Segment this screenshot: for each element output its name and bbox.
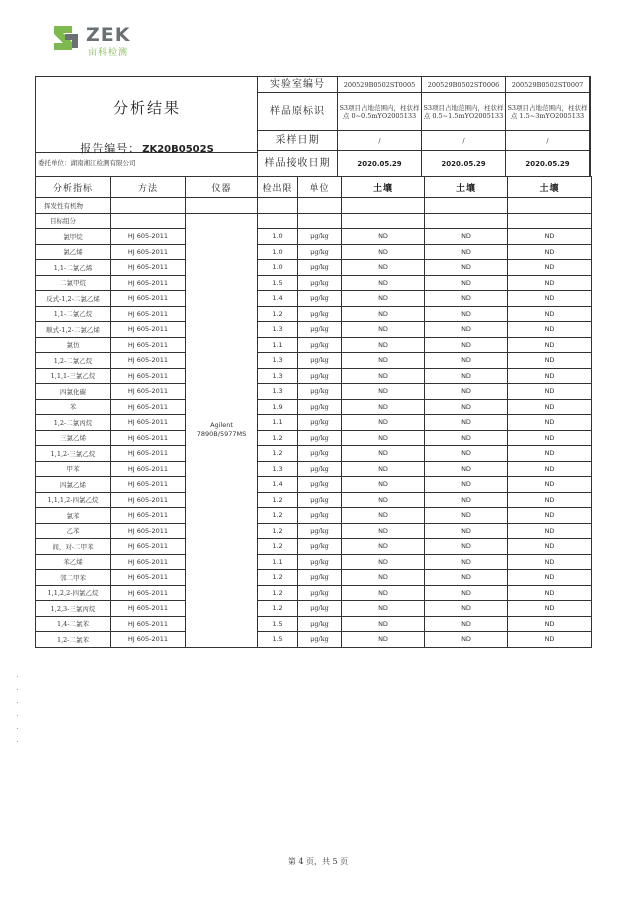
analyte-name: 四氯化碳 xyxy=(36,384,111,400)
limit-cell: 1.3 xyxy=(258,368,298,384)
result-cell: ND xyxy=(342,523,425,539)
result-cell: ND xyxy=(425,616,508,632)
table-row xyxy=(36,523,592,539)
sample-info-row xyxy=(258,77,590,93)
result-cell: ND xyxy=(342,508,425,524)
result-cell: ND xyxy=(508,399,592,415)
limit-cell: 1.2 xyxy=(258,430,298,446)
method-cell: HJ 605-2011 xyxy=(111,430,186,446)
result-cell: ND xyxy=(342,430,425,446)
result-cell: ND xyxy=(425,306,508,322)
analyte-name: 苯乙烯 xyxy=(36,554,111,570)
method-cell: HJ 605-2011 xyxy=(111,353,186,369)
subsection-row xyxy=(36,213,592,229)
table-row xyxy=(36,477,592,493)
info-value: 2020.05.29 xyxy=(422,151,506,177)
unit-cell: μg/kg xyxy=(298,601,342,617)
info-value: / xyxy=(506,131,590,151)
method-cell: HJ 605-2011 xyxy=(111,585,186,601)
analyte-name: 四氯乙烯 xyxy=(36,477,111,493)
analyte-name: 三氯乙烯 xyxy=(36,430,111,446)
result-cell: ND xyxy=(342,337,425,353)
method-cell: HJ 605-2011 xyxy=(111,523,186,539)
result-cell: ND xyxy=(508,322,592,338)
table-row xyxy=(36,291,592,307)
table-header-row xyxy=(36,177,592,198)
method-cell: HJ 605-2011 xyxy=(111,461,186,477)
table-row xyxy=(36,446,592,462)
method-cell: HJ 605-2011 xyxy=(111,415,186,431)
unit-cell: μg/kg xyxy=(298,430,342,446)
empty-cell xyxy=(298,213,342,229)
method-cell: HJ 605-2011 xyxy=(111,322,186,338)
method-cell: HJ 605-2011 xyxy=(111,229,186,245)
empty-cell xyxy=(258,198,298,214)
info-label: 采样日期 xyxy=(258,131,338,151)
result-cell: ND xyxy=(342,229,425,245)
result-cell: ND xyxy=(342,539,425,555)
result-cell: ND xyxy=(342,585,425,601)
analyte-name: 1,2,3-三氯丙烷 xyxy=(36,601,111,617)
limit-cell: 1.2 xyxy=(258,306,298,322)
table-row xyxy=(36,337,592,353)
sample-info-row xyxy=(258,131,590,151)
analyte-name: 顺式-1,2-二氯乙烯 xyxy=(36,322,111,338)
info-value: 2020.05.29 xyxy=(506,151,590,177)
result-cell: ND xyxy=(508,446,592,462)
result-cell: ND xyxy=(342,353,425,369)
result-cell: ND xyxy=(508,539,592,555)
table-row xyxy=(36,570,592,586)
result-cell: ND xyxy=(508,291,592,307)
result-cell: ND xyxy=(425,554,508,570)
analyte-name: 1,4-二氯苯 xyxy=(36,616,111,632)
unit-cell: μg/kg xyxy=(298,523,342,539)
method-cell: HJ 605-2011 xyxy=(111,244,186,260)
result-cell: ND xyxy=(425,508,508,524)
method-cell: HJ 605-2011 xyxy=(111,616,186,632)
result-cell: ND xyxy=(425,539,508,555)
divider xyxy=(35,152,257,153)
info-value: S3项目占地范围内，柱状样点 1.5~3mYO2005133 xyxy=(506,93,590,131)
logo-text: ZEK xyxy=(86,24,131,46)
limit-cell: 1.2 xyxy=(258,523,298,539)
table-row xyxy=(36,632,592,648)
method-cell: HJ 605-2011 xyxy=(111,601,186,617)
report-number-label: 报告编号： xyxy=(80,142,141,155)
result-cell: ND xyxy=(425,384,508,400)
analyte-name: 1,2-二氯丙烷 xyxy=(36,415,111,431)
result-cell: ND xyxy=(342,632,425,648)
limit-cell: 1.2 xyxy=(258,601,298,617)
unit-cell: μg/kg xyxy=(298,585,342,601)
analyte-name: 1,2-二氯乙烷 xyxy=(36,353,111,369)
method-cell: HJ 605-2011 xyxy=(111,399,186,415)
result-cell: ND xyxy=(425,523,508,539)
page-title: 分析结果 xyxy=(112,99,181,117)
empty-cell xyxy=(508,213,592,229)
empty-cell xyxy=(425,213,508,229)
margin-dots xyxy=(17,676,19,796)
result-cell: ND xyxy=(425,399,508,415)
limit-cell: 1.0 xyxy=(258,244,298,260)
limit-cell: 1.0 xyxy=(258,260,298,276)
result-cell: ND xyxy=(425,322,508,338)
unit-cell: μg/kg xyxy=(298,244,342,260)
result-cell: ND xyxy=(508,415,592,431)
limit-cell: 1.4 xyxy=(258,291,298,307)
column-header: 单位 xyxy=(298,177,342,198)
limit-cell: 1.2 xyxy=(258,539,298,555)
method-cell: HJ 605-2011 xyxy=(111,291,186,307)
result-cell: ND xyxy=(425,585,508,601)
result-cell: ND xyxy=(508,477,592,493)
method-cell: HJ 605-2011 xyxy=(111,337,186,353)
empty-cell xyxy=(258,213,298,229)
unit-cell: μg/kg xyxy=(298,322,342,338)
empty-cell xyxy=(111,213,186,229)
analyte-name: 苯 xyxy=(36,399,111,415)
result-cell: ND xyxy=(508,585,592,601)
info-label: 实验室编号 xyxy=(258,77,338,93)
column-header: 分析指标 xyxy=(36,177,111,198)
table-row xyxy=(36,554,592,570)
analyte-name: 1,2-二氯苯 xyxy=(36,632,111,648)
limit-cell: 1.5 xyxy=(258,632,298,648)
result-cell: ND xyxy=(342,306,425,322)
result-cell: ND xyxy=(342,244,425,260)
table-row xyxy=(36,616,592,632)
method-cell: HJ 605-2011 xyxy=(111,368,186,384)
analyte-name: 1,1-二氯乙烯 xyxy=(36,260,111,276)
analyte-name: 邻二甲苯 xyxy=(36,570,111,586)
result-cell: ND xyxy=(425,415,508,431)
result-cell: ND xyxy=(508,508,592,524)
result-cell: ND xyxy=(508,260,592,276)
analyte-name: 氯甲烷 xyxy=(36,229,111,245)
limit-cell: 1.2 xyxy=(258,585,298,601)
limit-cell: 1.0 xyxy=(258,229,298,245)
page-number: 第 4 页，共 5 页 xyxy=(287,857,349,866)
info-value: / xyxy=(422,131,506,151)
empty-cell xyxy=(342,213,425,229)
section-row xyxy=(36,198,592,214)
unit-cell: μg/kg xyxy=(298,306,342,322)
result-cell: ND xyxy=(508,523,592,539)
limit-cell: 1.1 xyxy=(258,554,298,570)
table-row xyxy=(36,399,592,415)
result-cell: ND xyxy=(508,337,592,353)
unit-cell: μg/kg xyxy=(298,477,342,493)
table-row xyxy=(36,508,592,524)
result-cell: ND xyxy=(425,353,508,369)
empty-cell xyxy=(425,198,508,214)
report-number xyxy=(36,140,258,156)
result-cell: ND xyxy=(425,430,508,446)
result-cell: ND xyxy=(508,461,592,477)
info-label: 样品接收日期 xyxy=(258,151,338,177)
zek-logo-icon xyxy=(50,22,82,54)
empty-cell xyxy=(298,198,342,214)
column-header: 土壤 xyxy=(508,177,592,198)
result-cell: ND xyxy=(425,244,508,260)
unit-cell: μg/kg xyxy=(298,461,342,477)
table-row xyxy=(36,260,592,276)
table-row xyxy=(36,384,592,400)
result-cell: ND xyxy=(342,322,425,338)
result-cell: ND xyxy=(425,260,508,276)
limit-cell: 1.2 xyxy=(258,446,298,462)
table-row xyxy=(36,244,592,260)
logo-subtext: 亩科检测 xyxy=(88,48,129,58)
empty-cell xyxy=(342,198,425,214)
unit-cell: μg/kg xyxy=(298,508,342,524)
method-cell: HJ 605-2011 xyxy=(111,632,186,648)
result-cell: ND xyxy=(342,461,425,477)
result-cell: ND xyxy=(342,384,425,400)
result-cell: ND xyxy=(508,244,592,260)
limit-cell: 1.2 xyxy=(258,508,298,524)
result-cell: ND xyxy=(425,570,508,586)
result-cell: ND xyxy=(508,570,592,586)
result-cell: ND xyxy=(425,461,508,477)
analyte-name: 1,1,1,2-四氯乙烷 xyxy=(36,492,111,508)
limit-cell: 1.5 xyxy=(258,616,298,632)
analyte-name: 反式-1,2-二氯乙烯 xyxy=(36,291,111,307)
table-row xyxy=(36,353,592,369)
table-row xyxy=(36,368,592,384)
unit-cell: μg/kg xyxy=(298,384,342,400)
unit-cell: μg/kg xyxy=(298,446,342,462)
method-cell: HJ 605-2011 xyxy=(111,508,186,524)
info-value: / xyxy=(338,131,422,151)
analyte-name: 乙苯 xyxy=(36,523,111,539)
limit-cell: 1.3 xyxy=(258,384,298,400)
result-cell: ND xyxy=(425,291,508,307)
unit-cell: μg/kg xyxy=(298,539,342,555)
unit-cell: μg/kg xyxy=(298,275,342,291)
table-row xyxy=(36,229,592,245)
result-cell: ND xyxy=(342,570,425,586)
result-cell: ND xyxy=(425,601,508,617)
table-row xyxy=(36,306,592,322)
result-cell: ND xyxy=(342,275,425,291)
analyte-name: 间，对-二甲苯 xyxy=(36,539,111,555)
method-cell: HJ 605-2011 xyxy=(111,477,186,493)
result-cell: ND xyxy=(508,306,592,322)
method-cell: HJ 605-2011 xyxy=(111,446,186,462)
info-value: 200529B0502ST0007 xyxy=(506,77,590,93)
report-number-value: ZK20B0502S xyxy=(142,144,214,155)
unit-cell: μg/kg xyxy=(298,415,342,431)
analyte-name: 1,1,1-三氯乙烷 xyxy=(36,368,111,384)
result-cell: ND xyxy=(342,399,425,415)
result-cell: ND xyxy=(425,229,508,245)
result-cell: ND xyxy=(508,601,592,617)
unit-cell: μg/kg xyxy=(298,353,342,369)
unit-cell: μg/kg xyxy=(298,632,342,648)
sample-info-row xyxy=(258,93,590,131)
limit-cell: 1.4 xyxy=(258,477,298,493)
method-cell: HJ 605-2011 xyxy=(111,539,186,555)
instrument-cell: Agilent 7890B/5977MS xyxy=(186,213,258,647)
result-cell: ND xyxy=(425,275,508,291)
subsection-label: 目标组分 xyxy=(36,213,111,229)
table-row xyxy=(36,585,592,601)
method-cell: HJ 605-2011 xyxy=(111,306,186,322)
result-cell: ND xyxy=(508,229,592,245)
analyte-name: 氯苯 xyxy=(36,508,111,524)
limit-cell: 1.3 xyxy=(258,461,298,477)
unit-cell: μg/kg xyxy=(298,260,342,276)
method-cell: HJ 605-2011 xyxy=(111,384,186,400)
result-cell: ND xyxy=(508,384,592,400)
method-cell: HJ 605-2011 xyxy=(111,260,186,276)
analyte-name: 1,1-二氯乙烷 xyxy=(36,306,111,322)
result-cell: ND xyxy=(342,291,425,307)
result-cell: ND xyxy=(508,430,592,446)
limit-cell: 1.2 xyxy=(258,570,298,586)
sample-info-row xyxy=(258,151,590,177)
unit-cell: μg/kg xyxy=(298,492,342,508)
analyte-name: 甲苯 xyxy=(36,461,111,477)
result-cell: ND xyxy=(425,492,508,508)
method-cell: HJ 605-2011 xyxy=(111,570,186,586)
result-cell: ND xyxy=(342,492,425,508)
method-cell: HJ 605-2011 xyxy=(111,275,186,291)
empty-cell xyxy=(186,198,258,214)
result-cell: ND xyxy=(425,337,508,353)
table-row xyxy=(36,415,592,431)
result-cell: ND xyxy=(508,368,592,384)
result-cell: ND xyxy=(425,368,508,384)
unit-cell: μg/kg xyxy=(298,229,342,245)
limit-cell: 1.5 xyxy=(258,275,298,291)
table-row xyxy=(36,539,592,555)
info-value: 2020.05.29 xyxy=(338,151,422,177)
result-cell: ND xyxy=(342,477,425,493)
info-value: 200529B0502ST0005 xyxy=(338,77,422,93)
sample-info-table xyxy=(257,76,590,177)
unit-cell: μg/kg xyxy=(298,337,342,353)
unit-cell: μg/kg xyxy=(298,291,342,307)
analyte-name: 1,1,2-三氯乙烷 xyxy=(36,446,111,462)
column-header: 土壤 xyxy=(425,177,508,198)
limit-cell: 1.1 xyxy=(258,337,298,353)
result-cell: ND xyxy=(342,616,425,632)
analyte-name: 二氯甲烷 xyxy=(36,275,111,291)
unit-cell: μg/kg xyxy=(298,570,342,586)
table-row xyxy=(36,461,592,477)
unit-cell: μg/kg xyxy=(298,399,342,415)
result-cell: ND xyxy=(342,554,425,570)
method-cell: HJ 605-2011 xyxy=(111,492,186,508)
result-cell: ND xyxy=(425,446,508,462)
limit-cell: 1.3 xyxy=(258,353,298,369)
analyte-name: 氯仿 xyxy=(36,337,111,353)
result-cell: ND xyxy=(508,616,592,632)
column-header: 土壤 xyxy=(342,177,425,198)
section-label: 挥发性有机物 xyxy=(36,198,111,214)
analyte-name: 1,1,2,2-四氯乙烷 xyxy=(36,585,111,601)
analyte-name: 氯乙烯 xyxy=(36,244,111,260)
limit-cell: 1.3 xyxy=(258,322,298,338)
empty-cell xyxy=(111,198,186,214)
result-cell: ND xyxy=(508,554,592,570)
info-value: S3项目占地范围内，柱状样点 0~0.5mYO2005133 xyxy=(338,93,422,131)
unit-cell: μg/kg xyxy=(298,368,342,384)
column-header: 方法 xyxy=(111,177,186,198)
table-row xyxy=(36,322,592,338)
result-cell: ND xyxy=(508,632,592,648)
results-table xyxy=(35,176,592,648)
column-header: 仪器 xyxy=(186,177,258,198)
result-cell: ND xyxy=(342,368,425,384)
empty-cell xyxy=(508,198,592,214)
column-header: 检出限 xyxy=(258,177,298,198)
result-cell: ND xyxy=(342,601,425,617)
result-cell: ND xyxy=(342,260,425,276)
info-value: S3项目占地范围内，柱状样点 0.5~1.5mYO2005133 xyxy=(422,93,506,131)
unit-cell: μg/kg xyxy=(298,554,342,570)
unit-cell: μg/kg xyxy=(298,616,342,632)
info-label: 样品原标识 xyxy=(258,93,338,131)
table-row xyxy=(36,492,592,508)
table-row xyxy=(36,601,592,617)
limit-cell: 1.2 xyxy=(258,492,298,508)
result-cell: ND xyxy=(508,492,592,508)
result-cell: ND xyxy=(508,353,592,369)
result-cell: ND xyxy=(425,477,508,493)
result-cell: ND xyxy=(425,632,508,648)
company-logo xyxy=(50,22,150,62)
result-cell: ND xyxy=(508,275,592,291)
result-cell: ND xyxy=(342,415,425,431)
table-row xyxy=(36,430,592,446)
method-cell: HJ 605-2011 xyxy=(111,554,186,570)
table-row xyxy=(36,275,592,291)
limit-cell: 1.1 xyxy=(258,415,298,431)
result-cell: ND xyxy=(342,446,425,462)
info-value: 200529B0502ST0006 xyxy=(422,77,506,93)
client-name: 委托单位：湖南湘江检测有限公司 xyxy=(38,159,136,167)
limit-cell: 1.9 xyxy=(258,399,298,415)
